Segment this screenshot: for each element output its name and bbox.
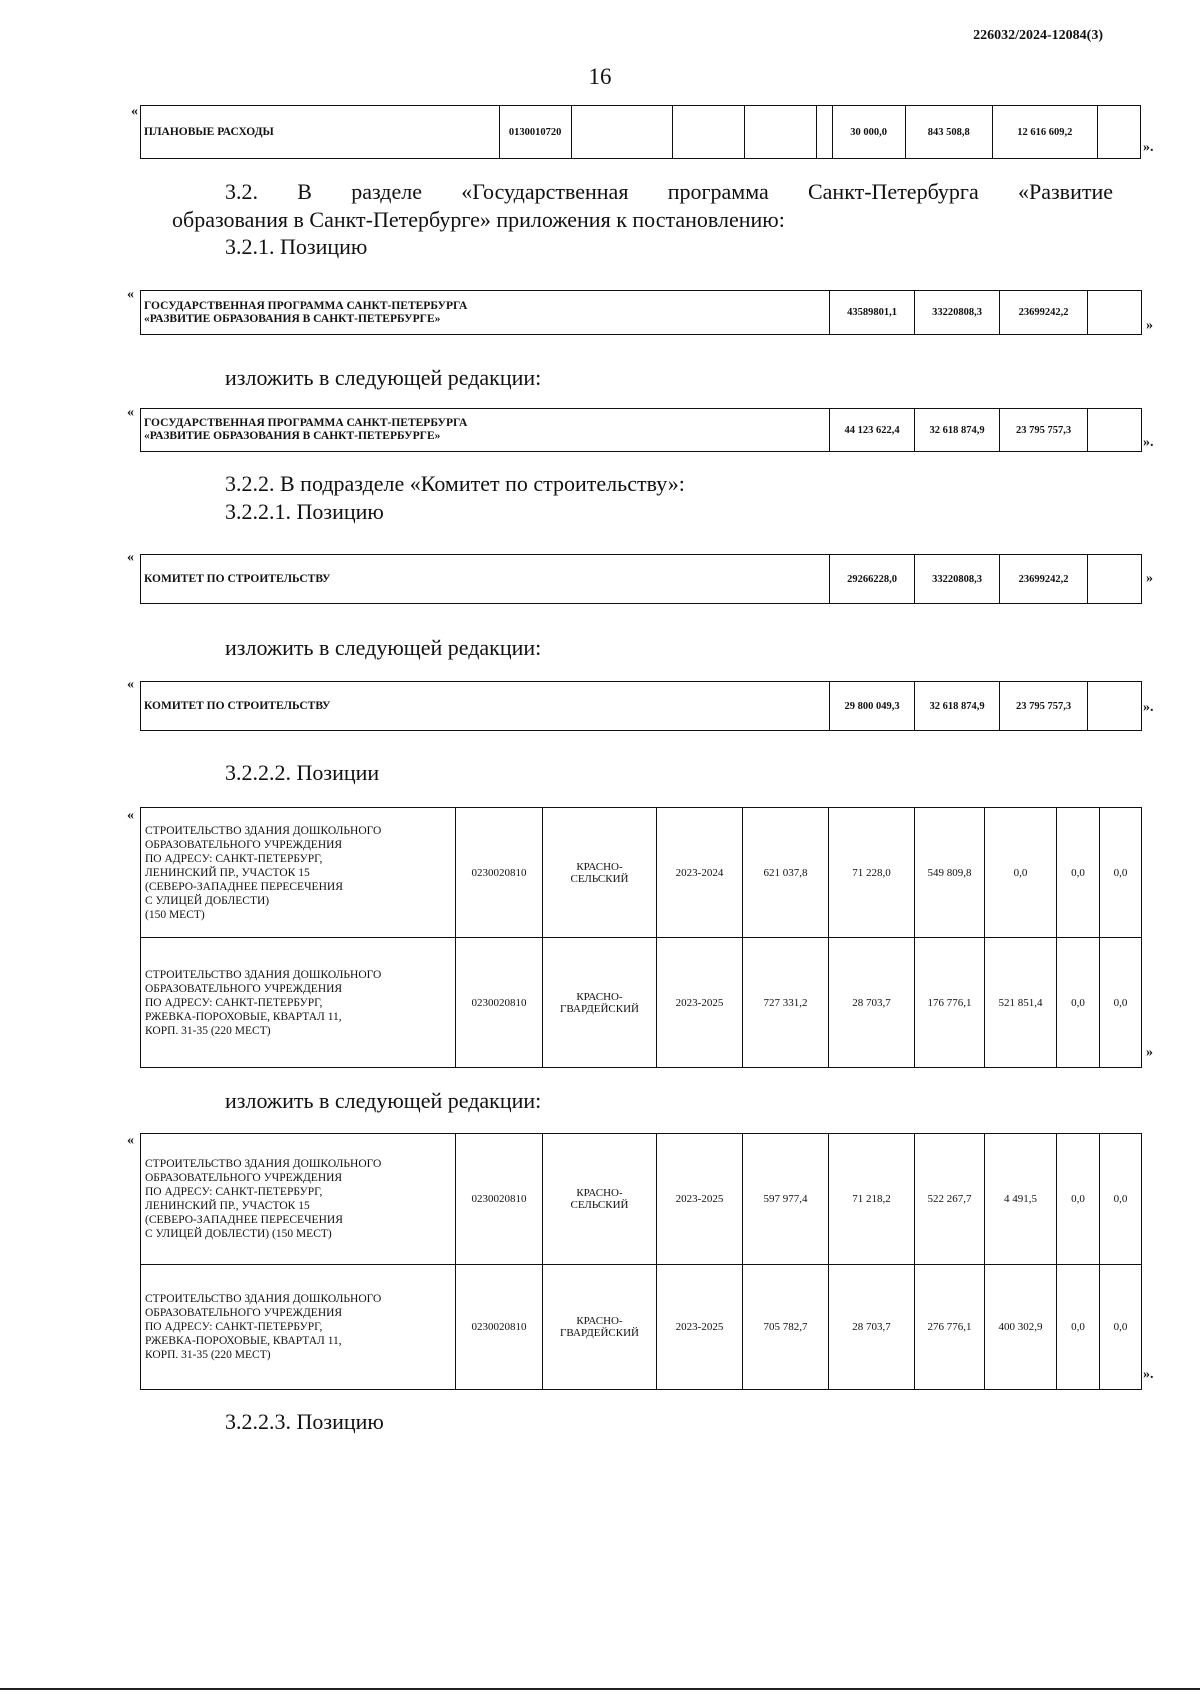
value-cell: 4 491,5: [985, 1134, 1057, 1265]
empty-cell: [1097, 106, 1140, 159]
table-construction-committee-old: [140, 554, 1142, 604]
paragraph-3-2-1: 3.2.1. Позицию: [225, 234, 368, 259]
value-cell: 549 809,8: [915, 808, 985, 938]
object-code: 0230020810: [456, 1265, 543, 1390]
value-cell: 521 851,4: [985, 938, 1057, 1068]
value-cell: 23 795 757,3: [1000, 409, 1088, 452]
document-number: 226032/2024-12084(3): [973, 28, 1103, 43]
empty-cell: [1088, 291, 1142, 335]
paragraph-3-2-2-3: 3.2.2.3. Позицию: [225, 1409, 384, 1434]
value-cell: 28 703,7: [829, 1265, 915, 1390]
value-cell: 43589801,1: [830, 291, 915, 335]
object-code: 0230020810: [456, 938, 543, 1068]
object-name: СТРОИТЕЛЬСТВО ЗДАНИЯ ДОШКОЛЬНОГО ОБРАЗОВАТЕЛЬНОГО УЧРЕЖДЕНИЯ ПО АДРЕСУ: САНКТ-ПЕТЕРБУРГ, ЛЕНИНСКИЙ ПР., УЧАСТОК 15 (СЕВЕРО-ЗАПАДНЕЕ ПЕРЕСЕЧЕНИЯ С УЛИЦЕЙ ДОБЛЕСТИ) (150 МЕСТ): [141, 808, 456, 938]
row-code: 0130010720: [499, 106, 571, 159]
paragraph-3-2-line2: образования в Санкт-Петербурге» приложения к постановлению:: [172, 207, 785, 232]
value-cell: 0,0: [1100, 1134, 1142, 1265]
open-quote: «: [127, 1133, 134, 1148]
restate-text: изложить в следующей редакции:: [225, 1088, 542, 1113]
value-cell: 23699242,2: [1000, 555, 1088, 604]
value-cell: 23699242,2: [1000, 291, 1088, 335]
years: 2023-2025: [657, 1134, 743, 1265]
name-line: ГОСУДАРСТВЕННАЯ ПРОГРАММА САНКТ-ПЕТЕРБУРГА: [144, 417, 468, 429]
years: 2023-2025: [657, 938, 743, 1068]
close-quote: »: [1146, 571, 1153, 586]
open-quote: «: [131, 104, 138, 119]
object-name: СТРОИТЕЛЬСТВО ЗДАНИЯ ДОШКОЛЬНОГО ОБРАЗОВАТЕЛЬНОГО УЧРЕЖДЕНИЯ ПО АДРЕСУ: САНКТ-ПЕТЕРБУРГ, РЖЕВКА-ПОРОХОВЫЕ, КВАРТАЛ 11, КОРП. 31-35 (220 МЕСТ): [141, 938, 456, 1068]
value-cell: 44 123 622,4: [830, 409, 915, 452]
open-quote: «: [127, 405, 134, 420]
object-code: 0230020810: [456, 808, 543, 938]
value-cell: 12 616 609,2: [992, 106, 1097, 159]
empty-cell: [1088, 682, 1142, 731]
value-cell: 71 218,2: [829, 1134, 915, 1265]
value-cell: 0,0: [1100, 938, 1142, 1068]
value-cell: 0,0: [1057, 1265, 1100, 1390]
value-cell: 71 228,0: [829, 808, 915, 938]
years: 2023-2024: [657, 808, 743, 938]
open-quote: «: [127, 677, 134, 692]
name-line: «РАЗВИТИЕ ОБРАЗОВАНИЯ В САНКТ-ПЕТЕРБУРГЕ»: [144, 312, 441, 325]
paragraph-3-2-2-1: 3.2.2.1. Позицию: [225, 499, 384, 524]
row-name: [141, 409, 830, 452]
value-cell: 400 302,9: [985, 1265, 1057, 1390]
value-cell: 0,0: [1057, 938, 1100, 1068]
value-cell: 0,0: [1100, 1265, 1142, 1390]
value-cell: 29266228,0: [830, 555, 915, 604]
value-cell: 30 000,0: [832, 106, 905, 159]
row-name: КОМИТЕТ ПО СТРОИТЕЛЬСТВУ: [141, 555, 830, 604]
empty-cell: [1088, 555, 1142, 604]
paragraph-3-2-2: 3.2.2. В подразделе «Комитет по строительству»:: [225, 471, 685, 496]
empty-cell: [571, 106, 673, 159]
table-row: [141, 808, 1142, 938]
total-cost: 727 331,2: [743, 938, 829, 1068]
district: КРАСНО- СЕЛЬСКИЙ: [543, 1134, 657, 1265]
value-cell: 29 800 049,3: [830, 682, 915, 731]
table-kindergartens-new: [140, 1133, 1142, 1390]
value-cell: 33220808,3: [915, 291, 1000, 335]
paragraph-3-2-2-2: 3.2.2.2. Позиции: [225, 760, 380, 785]
value-cell: 0,0: [985, 808, 1057, 938]
table-state-program-new: [140, 408, 1142, 452]
table-row: [141, 938, 1142, 1068]
close-quote: ».: [1143, 435, 1154, 450]
district: КРАСНО- ГВАРДЕЙСКИЙ: [543, 1265, 657, 1390]
paragraph-3-2-line1: 3.2. В разделе «Государственная программа Санкт-Петербурга «Развитие: [225, 179, 1113, 204]
close-quote: ».: [1143, 140, 1154, 155]
open-quote: «: [127, 808, 134, 823]
close-quote: ».: [1143, 1367, 1154, 1382]
value-cell: 0,0: [1100, 808, 1142, 938]
table-kindergartens-old: [140, 807, 1142, 1068]
total-cost: 597 977,4: [743, 1134, 829, 1265]
value-cell: 33220808,3: [915, 555, 1000, 604]
district: КРАСНО- СЕЛЬСКИЙ: [543, 808, 657, 938]
open-quote: «: [127, 550, 134, 565]
name-line: ГОСУДАРСТВЕННАЯ ПРОГРАММА САНКТ-ПЕТЕРБУРГА: [144, 299, 468, 312]
open-quote: «: [127, 287, 134, 302]
district: КРАСНО- ГВАРДЕЙСКИЙ: [543, 938, 657, 1068]
row-name: ПЛАНОВЫЕ РАСХОДЫ: [141, 106, 500, 159]
value-cell: 32 618 874,9: [915, 409, 1000, 452]
years: 2023-2025: [657, 1265, 743, 1390]
empty-cell: [817, 106, 832, 159]
close-quote: ».: [1143, 700, 1154, 715]
restate-text: изложить в следующей редакции:: [225, 635, 542, 660]
value-cell: 276 776,1: [915, 1265, 985, 1390]
page-edge-line: [0, 1688, 1200, 1690]
value-cell: 0,0: [1057, 808, 1100, 938]
close-quote: »: [1146, 1045, 1153, 1060]
empty-cell: [1088, 409, 1142, 452]
empty-cell: [673, 106, 745, 159]
empty-cell: [745, 106, 817, 159]
object-name: СТРОИТЕЛЬСТВО ЗДАНИЯ ДОШКОЛЬНОГО ОБРАЗОВАТЕЛЬНОГО УЧРЕЖДЕНИЯ ПО АДРЕСУ: САНКТ-ПЕТЕРБУРГ, ЛЕНИНСКИЙ ПР., УЧАСТОК 15 (СЕВЕРО-ЗАПАДНЕЕ ПЕРЕСЕЧЕНИЯ С УЛИЦЕЙ ДОБЛЕСТИ) (150 МЕСТ): [141, 1134, 456, 1265]
row-name: [141, 291, 830, 335]
value-cell: 23 795 757,3: [1000, 682, 1088, 731]
object-name: СТРОИТЕЛЬСТВО ЗДАНИЯ ДОШКОЛЬНОГО ОБРАЗОВАТЕЛЬНОГО УЧРЕЖДЕНИЯ ПО АДРЕСУ: САНКТ-ПЕТЕРБУРГ, РЖЕВКА-ПОРОХОВЫЕ, КВАРТАЛ 11, КОРП. 31-35 (220 МЕСТ): [141, 1265, 456, 1390]
name-line: «РАЗВИТИЕ ОБРАЗОВАНИЯ В САНКТ-ПЕТЕРБУРГЕ»: [144, 430, 441, 442]
object-code: 0230020810: [456, 1134, 543, 1265]
value-cell: 28 703,7: [829, 938, 915, 1068]
restate-text: изложить в следующей редакции:: [225, 365, 542, 390]
table-planned-expenses: [140, 105, 1141, 159]
total-cost: 621 037,8: [743, 808, 829, 938]
table-state-program-old: [140, 290, 1142, 335]
close-quote: »: [1146, 318, 1153, 333]
row-name: КОМИТЕТ ПО СТРОИТЕЛЬСТВУ: [141, 682, 830, 731]
value-cell: 176 776,1: [915, 938, 985, 1068]
page-number: 16: [588, 64, 612, 89]
value-cell: 0,0: [1057, 1134, 1100, 1265]
table-construction-committee-new: [140, 681, 1142, 731]
value-cell: 32 618 874,9: [915, 682, 1000, 731]
table-row: [141, 1134, 1142, 1265]
table-row: [141, 1265, 1142, 1390]
total-cost: 705 782,7: [743, 1265, 829, 1390]
value-cell: 843 508,8: [905, 106, 992, 159]
value-cell: 522 267,7: [915, 1134, 985, 1265]
